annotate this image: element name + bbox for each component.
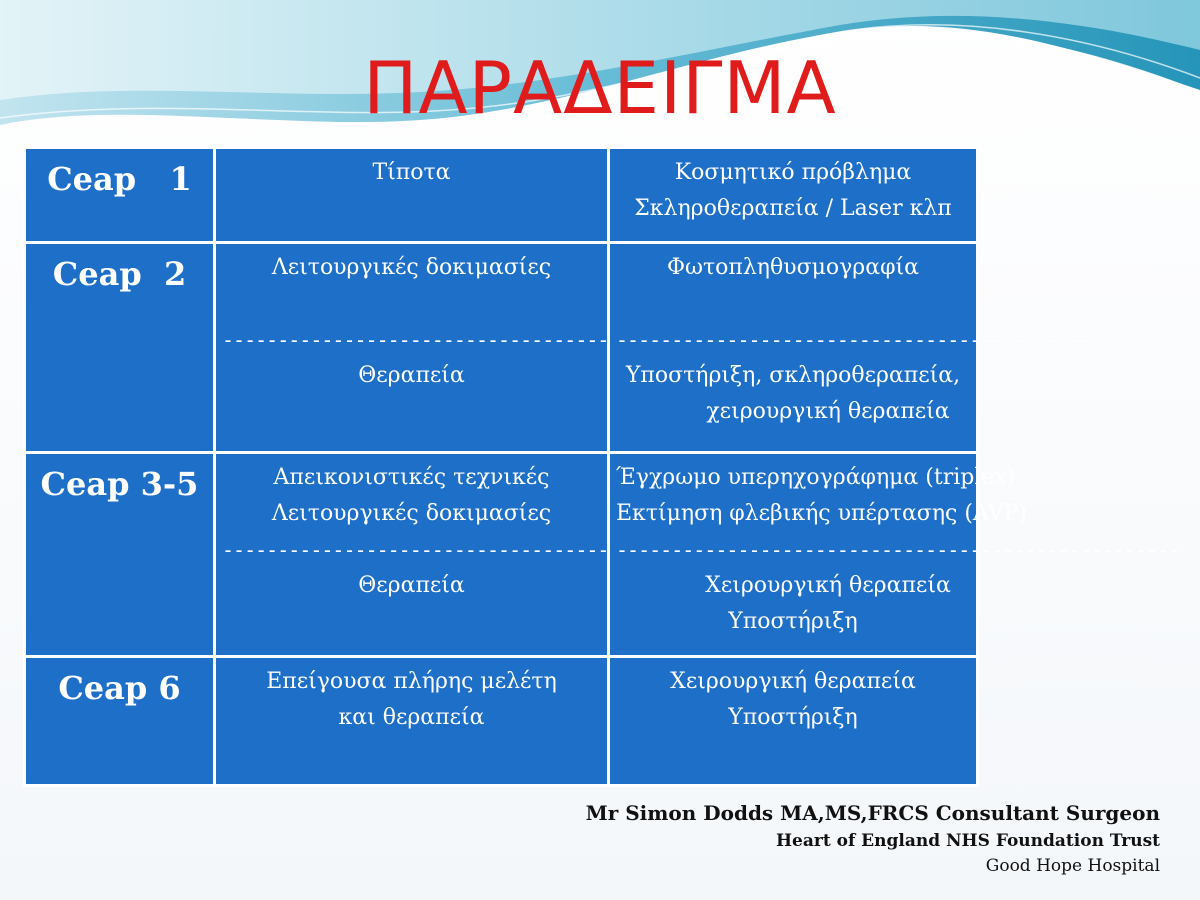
cell-text: Θεραπεία (358, 573, 465, 598)
cell-text: χειρουργική θεραπεία (706, 399, 950, 424)
cell-text: Υποστήριξη (728, 609, 858, 634)
trust-name: Heart of England NHS Foundation Trust (775, 831, 1160, 851)
cell-text: Φωτοπληθυσμογραφία (667, 255, 919, 280)
hospital-name: Good Hope Hospital (985, 856, 1160, 876)
row-label-text: Ceap 1 (47, 160, 192, 198)
row-label (25, 243, 215, 453)
middle-cell (215, 453, 609, 657)
slide-title: ΠΑΡΑΔΕΙΓΜΑ (363, 46, 837, 130)
row-label (25, 453, 215, 657)
right-cell (609, 453, 1180, 657)
cell-text: Απεικονιστικές τεχνικές (273, 465, 550, 490)
separator-dashes: ------------------------------------------- (616, 328, 1091, 352)
middle-cell (215, 243, 609, 453)
table-row (25, 657, 978, 786)
ceap-table (23, 146, 1180, 787)
right-cell (609, 657, 978, 786)
row-label-text: Ceap 6 (58, 669, 181, 707)
cell-text: Υποστήριξη, σκληροθεραπεία, (625, 363, 961, 388)
separator-dashes: ----------------------------------- (222, 538, 609, 562)
cell-text: Λειτουργικές δοκιμασίες (271, 255, 552, 280)
cell-text: Υποστήριξη (728, 705, 858, 730)
table-row (25, 243, 978, 453)
cell-text: Χειρουργική θεραπεία (670, 669, 916, 694)
middle-cell (215, 657, 609, 786)
cell-text: Επείγουσα πλήρης μελέτη (266, 669, 557, 694)
cell-text: Εκτίμηση φλεβικής υπέρτασης (AVP) (616, 501, 1027, 526)
cell-text: Σκληροθεραπεία / Laser κλπ (634, 196, 952, 221)
cell-text: Λειτουργικές δοκιμασίες (271, 501, 552, 526)
row-label (25, 657, 215, 786)
cell-text: και θεραπεία (338, 705, 485, 730)
cell-text: Θεραπεία (358, 363, 465, 388)
footer-credits (586, 798, 1160, 878)
separator-dashes: --------------------------------------------------- (616, 538, 1180, 562)
table-row (25, 453, 978, 657)
author-credit: Mr Simon Dodds MA,MS,FRCS Consultant Surgeon (585, 801, 1160, 825)
table-row (25, 148, 978, 243)
cell-text: Τίποτα (372, 160, 451, 185)
cell-text: Έγχρωμο υπερηχογράφημα (triplex) (616, 465, 1016, 490)
right-cell (609, 148, 978, 243)
separator-dashes: ----------------------------------- (222, 328, 609, 352)
right-cell (609, 243, 1091, 453)
cell-text: Κοσμητικό πρόβλημα (674, 160, 912, 185)
row-label (25, 148, 215, 243)
row-label-text: Ceap 3-5 (40, 465, 199, 503)
row-label-text: Ceap 2 (52, 255, 187, 293)
middle-cell (215, 148, 609, 243)
cell-text: Χειρουργική θεραπεία (705, 573, 951, 598)
